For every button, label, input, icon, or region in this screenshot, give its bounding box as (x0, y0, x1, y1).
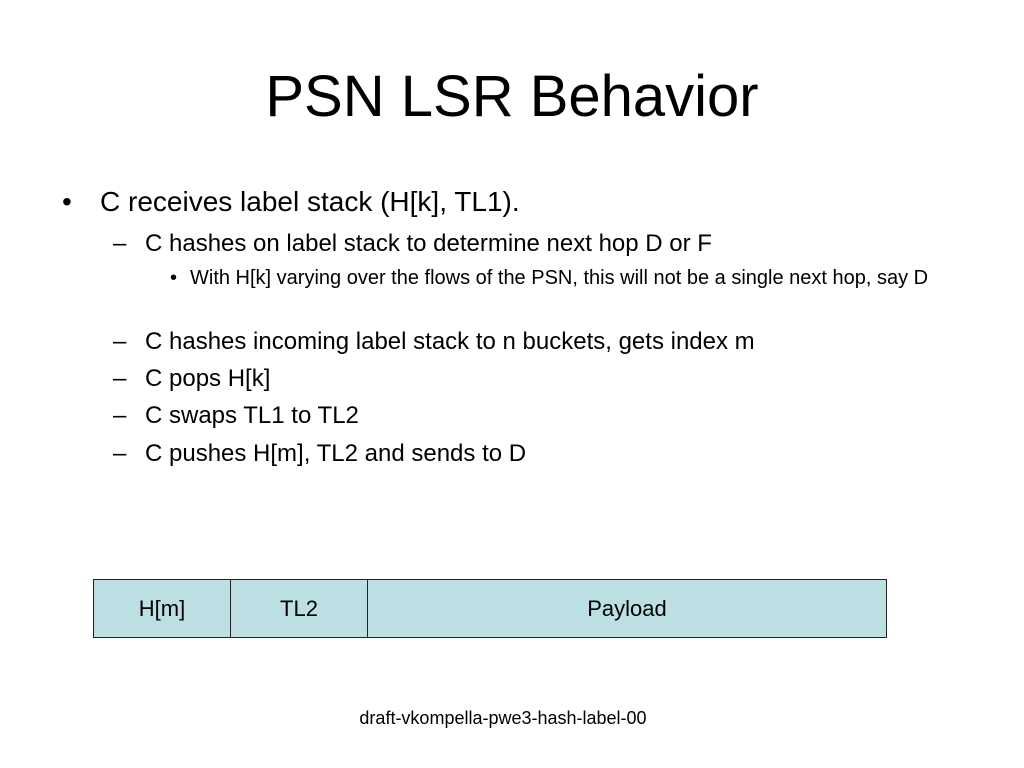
slide-footer: draft-vkompella-pwe3-hash-label-00 (359, 708, 647, 728)
bullet-level1-item (62, 184, 520, 220)
packet-cell-hash-label: H[m] (94, 580, 231, 637)
bullet-dash-icon: – (113, 440, 127, 467)
bullet-dot-icon: • (170, 267, 178, 289)
bullet-level2-item (113, 401, 359, 431)
bullet-level2-item (113, 439, 526, 469)
bullet-level2-item (113, 364, 270, 394)
bullet-dash-icon: – (113, 328, 127, 355)
bullet-dash-icon: – (113, 402, 127, 429)
bullet-text: C hashes incoming label stack to n buckets, gets index m (145, 328, 755, 355)
bullet-text: With H[k] varying over the flows of the PSN, this will not be a single next hop, say D (190, 267, 929, 289)
bullet-level2-item (113, 327, 755, 357)
bullet-text: C pops H[k] (145, 365, 271, 392)
bullet-text: C pushes H[m], TL2 and sends to D (145, 440, 527, 467)
bullet-dash-icon: – (113, 230, 127, 257)
slide-title: PSN LSR Behavior (265, 64, 759, 129)
bullet-text: C swaps TL1 to TL2 (145, 402, 359, 429)
bullet-level2-item (113, 229, 712, 259)
bullet-text: C hashes on label stack to determine next hop D or F (145, 230, 712, 257)
packet-cell-tunnel-label: TL2 (231, 580, 368, 637)
bullet-level3-item (170, 265, 970, 291)
packet-diagram (93, 579, 887, 638)
bullet-text: C receives label stack (H[k], TL1). (100, 186, 520, 217)
bullet-dash-icon: – (113, 365, 127, 392)
bullet-dot-icon: • (62, 186, 72, 217)
packet-cell-payload: Payload (587, 595, 667, 621)
